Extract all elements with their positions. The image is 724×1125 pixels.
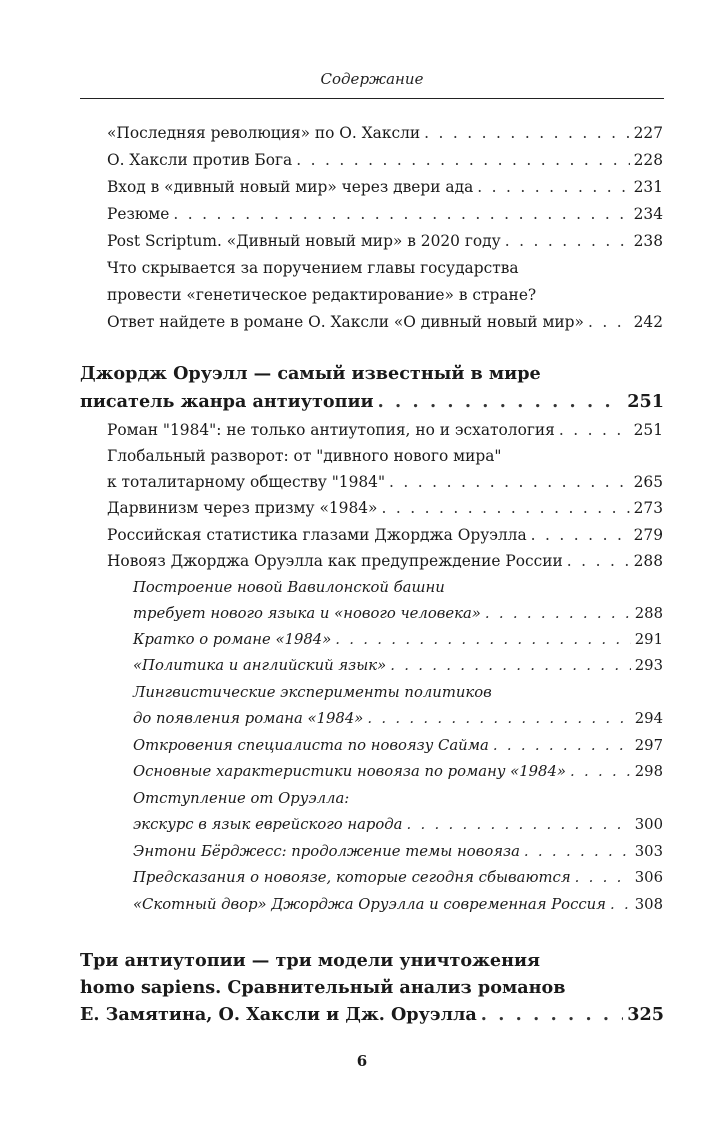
toc-subentry-line: Лингвистические эксперименты политиков: [133, 684, 492, 701]
chapter-title: писатель жанра антиутопии: [80, 391, 374, 412]
toc-entry[interactable]: [107, 204, 663, 224]
toc-entry-page: 228: [633, 151, 663, 169]
chapter-title-line: Три антиутопии — три модели уничтожения: [80, 950, 540, 971]
toc-subentry[interactable]: [133, 604, 663, 624]
toc-subentry[interactable]: [133, 868, 663, 888]
toc-subentry-title: требует нового языка и «нового человека»: [133, 605, 481, 622]
toc-entry[interactable]: [107, 525, 663, 545]
toc-entry-page: 288: [633, 552, 663, 570]
toc-subentry-page: 298: [634, 763, 663, 780]
leader-dots: [406, 815, 630, 835]
toc-subentry-title: экскурс в язык еврейского народа: [133, 816, 403, 833]
toc-subentry-title: до появления романа «1984»: [133, 710, 364, 727]
toc-entry-title: Ответ найдете в романе О. Хаксли «О дивный новый мир»: [107, 313, 584, 331]
toc-subentry[interactable]: [133, 630, 663, 650]
toc-subentry[interactable]: [133, 762, 663, 782]
toc-subentry[interactable]: [133, 815, 663, 835]
toc-entry-page: 227: [633, 124, 663, 142]
toc-subentry-title: «Скотный двор» Джорджа Оруэлла и современная Россия: [133, 896, 606, 913]
toc-entry-page: 231: [633, 178, 663, 196]
leader-dots: [389, 472, 630, 492]
chapter-title-line: Джордж Оруэлл — самый известный в мире: [80, 363, 541, 384]
leader-dots: [335, 630, 630, 650]
toc-entry-title: Новояз Джорджа Оруэлла как предупреждение России: [107, 552, 563, 570]
leader-dots: [575, 868, 631, 888]
leader-dots: [367, 709, 630, 729]
leader-dots: [493, 736, 631, 756]
toc-entry[interactable]: [107, 150, 663, 170]
toc-subentry-page: 297: [634, 737, 663, 754]
leader-dots: [477, 177, 629, 197]
toc-entry[interactable]: [107, 123, 663, 143]
toc-entry-title: О. Хаксли против Бога: [107, 151, 293, 169]
toc-subentry-page: 306: [634, 869, 663, 886]
toc-subentry-page: 303: [634, 843, 663, 860]
leader-dots: [296, 150, 629, 170]
leader-dots: [381, 498, 629, 518]
toc-entry-title: к тоталитарному обществу "1984": [107, 473, 386, 491]
toc-subentry-title: «Политика и английский язык»: [133, 657, 387, 674]
toc-entry-title: Роман "1984": не только антиутопия, но и эсхатология: [107, 421, 555, 439]
toc-subentry-page: 294: [634, 710, 663, 727]
toc-subentry-line: Построение новой Вавилонской башни: [133, 579, 445, 596]
toc-entry-page: 234: [633, 205, 663, 223]
chapter-title: Е. Замятина, О. Хаксли и Дж. Оруэлла: [80, 1004, 477, 1025]
toc-subentry-page: 308: [634, 896, 663, 913]
toc-entry-page: 242: [633, 313, 663, 331]
leader-dots: [524, 842, 631, 862]
toc-entry-page: 265: [633, 473, 663, 491]
leader-dots: [390, 656, 631, 676]
leader-dots: [570, 762, 631, 782]
toc-entry[interactable]: [107, 551, 663, 571]
leader-dots: [505, 231, 630, 251]
toc-subentry-title: Энтони Бёрджесс: продолжение темы новояза: [133, 843, 520, 860]
toc-subentry-page: 300: [634, 816, 663, 833]
toc-entry-title: Российская статистика глазами Джорджа Оруэлла: [107, 526, 527, 544]
chapter-title-line: homo sapiens. Сравнительный анализ романов: [80, 977, 566, 998]
header-rule: [80, 98, 664, 99]
leader-dots: [481, 1004, 623, 1026]
toc-subentry-title: Предсказания о новоязе, которые сегодня сбываются: [133, 869, 571, 886]
toc-entry[interactable]: [107, 472, 663, 492]
toc-entry-title: Вход в «дивный новый мир» через двери ада: [107, 178, 474, 196]
toc-entry[interactable]: [107, 177, 663, 197]
toc-entry-title: «Последняя революция» по О. Хаксли: [107, 124, 421, 142]
leader-dots: [610, 895, 631, 915]
toc-entry[interactable]: [107, 231, 663, 251]
toc-subentry[interactable]: [133, 656, 663, 676]
toc-subentry-title: Основные характеристики новояза по роману «1984»: [133, 763, 566, 780]
chapter-page: 251: [627, 391, 664, 412]
toc-entry[interactable]: [107, 498, 663, 518]
toc-entry-line: провести «генетическое редактирование» в стране?: [107, 286, 537, 304]
chapter-entry[interactable]: [80, 1004, 664, 1026]
toc-subentry[interactable]: [133, 842, 663, 862]
leader-dots: [588, 312, 630, 332]
toc-entry-title: Резюме: [107, 205, 170, 223]
chapter-page: 325: [627, 1004, 664, 1025]
toc-subentry-page: 291: [634, 631, 663, 648]
toc-entry-page: 251: [633, 421, 663, 439]
leader-dots: [485, 604, 631, 624]
toc-entry-title: Post Scriptum. «Дивный новый мир» в 2020 году: [107, 232, 501, 250]
toc-entry[interactable]: [107, 312, 663, 332]
toc-subentry-title: Кратко о романе «1984»: [133, 631, 332, 648]
page-number: 6: [356, 1052, 368, 1070]
toc-entry-title: Дарвинизм через призму «1984»: [107, 499, 378, 517]
toc-entry[interactable]: [107, 420, 663, 440]
toc-subentry[interactable]: [133, 709, 663, 729]
leader-dots: [559, 420, 630, 440]
toc-entry-line: Глобальный разворот: от "дивного нового мира": [107, 447, 502, 465]
toc-entry-page: 238: [633, 232, 663, 250]
toc-entry-line: Что скрывается за поручением главы государства: [107, 259, 519, 277]
toc-subentry[interactable]: [133, 736, 663, 756]
leader-dots: [378, 391, 624, 413]
toc-subentry-title: Откровения специалиста по новоязу Сайма: [133, 737, 489, 754]
leader-dots: [424, 123, 629, 143]
toc-entry-page: 279: [633, 526, 663, 544]
toc-subentry[interactable]: [133, 895, 663, 915]
chapter-entry[interactable]: [80, 391, 664, 413]
toc-entry-page: 273: [633, 499, 663, 517]
toc-subentry-page: 288: [634, 605, 663, 622]
toc-subentry-line: Отступление от Оруэлла:: [133, 790, 350, 807]
running-head: Содержание: [320, 70, 424, 88]
toc-subentry-page: 293: [634, 657, 663, 674]
leader-dots: [567, 551, 630, 571]
leader-dots: [173, 204, 629, 224]
leader-dots: [531, 525, 630, 545]
